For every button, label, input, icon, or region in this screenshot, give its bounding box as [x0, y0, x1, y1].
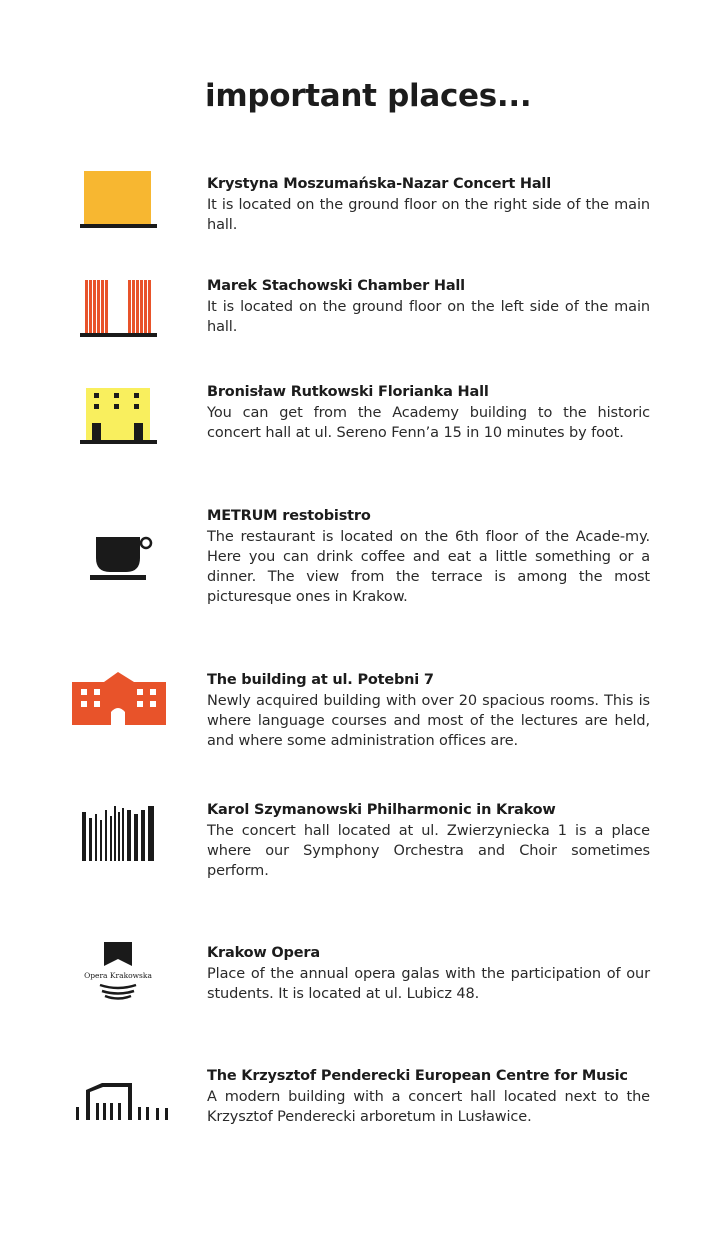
place-title: Krystyna Moszumańska-Nazar Concert Hall — [207, 176, 551, 192]
page-title: important places... — [205, 78, 532, 114]
coffee-cup-icon — [90, 534, 156, 580]
place-title: Karol Szymanowski Philharmonic in Krakow — [207, 802, 556, 818]
place-title: Krakow Opera — [207, 945, 320, 961]
place-description: A modern building with a concert hall located next to the Krzysztof Penderecki arboretum in Lusławice. — [207, 1089, 650, 1125]
chamber-hall-icon — [80, 278, 157, 340]
opera-logo-text: Opera Krakowska — [84, 971, 152, 980]
place-title: METRUM restobistro — [207, 508, 371, 524]
school-building-icon — [72, 670, 166, 726]
concert-hall-icon — [80, 170, 157, 230]
place-description: Place of the annual opera galas with the participation of our students. It is located at ul. Lubicz 48. — [207, 966, 650, 1002]
place-title: Marek Stachowski Chamber Hall — [207, 278, 465, 294]
opera-logo-icon — [76, 940, 160, 1002]
place-title: The Krzysztof Penderecki European Centre for Music — [207, 1068, 628, 1084]
place-description: It is located on the ground floor on the left side of the main hall. — [207, 299, 650, 335]
place-description: The restaurant is located on the 6th floor of the Acade-my. Here you can drink coffee and eat a little something or a dinner. The view from the terrace is among the most picturesque ones in Krakow. — [207, 529, 650, 605]
place-description: The concert hall located at ul. Zwierzyniecka 1 is a place where our Symphony Orchestra and Choir sometimes perform. — [207, 823, 650, 879]
florianka-building-icon — [80, 386, 157, 448]
place-description: You can get from the Academy building to the historic concert hall at ul. Sereno Fenn’a 15 in 10 minutes by foot. — [207, 405, 650, 441]
place-title: The building at ul. Potebni 7 — [207, 672, 434, 688]
place-description: Newly acquired building with over 20 spacious rooms. This is where language courses and most of the lectures are held, and where some administration offices are. — [207, 693, 650, 749]
place-description: It is located on the ground floor on the right side of the main hall. — [207, 197, 650, 233]
place-title: Bronisław Rutkowski Florianka Hall — [207, 384, 489, 400]
penderecki-centre-icon — [76, 1078, 174, 1122]
philharmonic-logo-icon — [82, 806, 156, 862]
